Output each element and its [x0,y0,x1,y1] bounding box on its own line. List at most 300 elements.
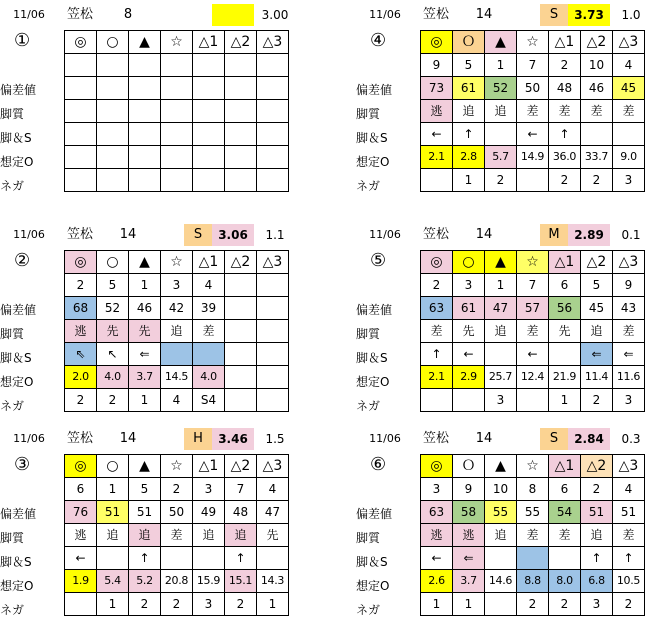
move-cell [225,343,257,366]
odds-cell: 33.7 [581,146,613,169]
score-cell: 46 [129,297,161,320]
mark-cell: ☆ [517,251,549,274]
mark-cell: △2 [225,31,257,54]
score-cell [257,77,289,100]
mark-cell: ☆ [517,455,549,478]
nega-cell: 1 [129,389,161,412]
move-cell: ↑ [453,123,485,146]
number-cell [225,274,257,297]
race-date: 11/06 [13,228,45,241]
odds-cell [225,366,257,389]
move-row [421,343,645,366]
odds-cell: 6.8 [581,570,613,593]
race-ratio: 0.1 [621,228,641,242]
move-cell: ↑ [549,123,581,146]
race-number: ② [14,250,31,271]
mark-cell: ◎ [421,455,453,478]
move-cell: ⇐ [581,343,613,366]
score-row [421,297,645,320]
row-label: 脚＆S [356,555,388,569]
move-cell [257,547,289,570]
race-number: ① [14,30,31,51]
odds-cell [257,366,289,389]
panel-header [4,428,296,450]
style-cell: 逃 [421,524,453,547]
style-cell: 差 [517,524,549,547]
number-cell: 6 [549,478,581,501]
score-cell [161,77,193,100]
runner-count: 14 [475,227,493,242]
mark-cell: △1 [193,455,225,478]
move-row [65,547,289,570]
style-cell: 逃 [65,320,97,343]
odds-cell: 5.7 [485,146,517,169]
style-cell: 差 [581,100,613,123]
style-cell: 差 [517,100,549,123]
mark-cell: ○ [453,251,485,274]
number-cell: 2 [421,274,453,297]
style-cell: 先 [453,320,485,343]
odds-row [65,570,289,593]
row-label: 脚質 [0,107,25,121]
score-cell: 63 [421,297,453,320]
prediction-grid [420,30,645,192]
move-cell: ↑ [421,343,453,366]
row-labels [0,502,60,622]
race-index-value [212,4,254,26]
style-row [65,320,289,343]
score-cell [65,77,97,100]
style-cell: 追 [485,524,517,547]
odds-cell [193,146,225,169]
odds-cell: 8.0 [549,570,581,593]
race-ratio: 1.5 [265,432,285,446]
style-cell: 差 [613,524,645,547]
row-label: 脚＆S [0,131,32,145]
prediction-grid [64,454,289,616]
race-panel [356,4,652,204]
number-cell: 3 [453,274,485,297]
race-index-value: 2.84 [568,428,610,450]
mark-cell: △2 [581,455,613,478]
style-cell: 追 [485,320,517,343]
nega-cell [65,593,97,616]
nega-cell: 2 [581,169,613,192]
score-row [421,501,645,524]
odds-cell: 15.9 [193,570,225,593]
move-cell: ← [421,123,453,146]
marks-row [421,251,645,274]
race-ratio: 1.0 [621,8,641,22]
row-label: 偏差値 [0,507,37,521]
score-cell: 55 [517,501,549,524]
odds-cell: 4.0 [193,366,225,389]
race-panel [0,224,296,424]
mark-cell: △2 [581,31,613,54]
nega-row [421,593,645,616]
odds-row [421,146,645,169]
prediction-grid [64,250,289,412]
row-label: ネガ [356,399,381,413]
move-cell [65,123,97,146]
move-cell [97,547,129,570]
mark-cell: △1 [549,31,581,54]
track-name: 笠松 [66,227,93,242]
number-cell [65,54,97,77]
move-cell: ⇐ [129,343,161,366]
score-cell: 48 [225,501,257,524]
score-cell: 54 [549,501,581,524]
race-ratio: 3.00 [261,8,289,22]
track-name: 笠松 [422,7,449,22]
number-cell: 10 [485,478,517,501]
score-row [65,501,289,524]
nega-cell: 2 [549,593,581,616]
odds-cell: 20.8 [161,570,193,593]
mark-cell: △1 [193,31,225,54]
nega-cell [225,169,257,192]
number-cell: 7 [517,54,549,77]
number-cell: 10 [581,54,613,77]
number-cell: 2 [581,478,613,501]
style-cell: 先 [97,320,129,343]
mark-cell: ☆ [161,455,193,478]
style-cell: 追 [225,524,257,547]
row-labels [356,502,416,622]
panel-header [4,224,296,246]
style-cell: 差 [549,100,581,123]
number-cell [257,274,289,297]
marks-row [421,31,645,54]
style-cell: 追 [485,100,517,123]
score-cell [129,77,161,100]
score-cell [193,77,225,100]
odds-cell: 3.7 [453,570,485,593]
odds-cell: 10.5 [613,570,645,593]
odds-row [421,366,645,389]
row-label: 偏差値 [356,83,393,97]
move-cell: ⇐ [613,343,645,366]
move-cell: ↑ [581,547,613,570]
move-cell [161,547,193,570]
move-cell [613,123,645,146]
race-panel [0,428,296,628]
nega-cell [257,169,289,192]
move-cell [549,343,581,366]
score-row [421,77,645,100]
nega-row [65,169,289,192]
mark-cell: △3 [257,251,289,274]
score-cell: 56 [549,297,581,320]
mark-cell: ☆ [161,251,193,274]
mark-cell: ☆ [517,31,549,54]
marks-row [65,251,289,274]
style-cell: 追 [129,524,161,547]
move-cell: ↖ [97,343,129,366]
race-ratio: 1.1 [265,228,285,242]
race-date: 11/06 [13,8,45,21]
number-cell: 5 [129,478,161,501]
row-label: 想定O [0,155,34,169]
prediction-grid [420,250,645,412]
nega-cell: 1 [453,593,485,616]
score-cell: 51 [129,501,161,524]
row-label: 脚＆S [356,351,388,365]
odds-cell: 9.0 [613,146,645,169]
runner-count: 8 [123,7,133,22]
number-cell [257,54,289,77]
odds-cell: 5.4 [97,570,129,593]
mark-cell: ○ [97,251,129,274]
nega-cell [97,169,129,192]
style-cell [161,100,193,123]
nega-cell: 4 [161,389,193,412]
move-cell [549,547,581,570]
row-label: ネガ [0,603,25,617]
score-cell: 73 [421,77,453,100]
number-cell: 1 [485,54,517,77]
mark-cell: ▲ [129,31,161,54]
style-row [65,524,289,547]
number-row [421,274,645,297]
mark-cell: △1 [549,251,581,274]
nega-cell: 3 [613,389,645,412]
move-row [421,547,645,570]
row-label: 想定O [356,579,390,593]
score-cell: 48 [549,77,581,100]
mark-cell: △1 [193,251,225,274]
score-cell: 49 [193,501,225,524]
row-label: 想定O [356,155,390,169]
odds-cell: 21.9 [549,366,581,389]
number-cell: 7 [517,274,549,297]
number-cell: 6 [65,478,97,501]
move-cell [129,123,161,146]
number-cell: 4 [257,478,289,501]
move-cell: ← [421,547,453,570]
score-cell: 52 [97,297,129,320]
row-labels [0,298,60,418]
nega-cell: 2 [581,389,613,412]
mark-cell: ▲ [485,455,517,478]
style-cell [65,100,97,123]
move-cell [193,547,225,570]
style-cell: 追 [581,524,613,547]
track-name: 笠松 [66,431,93,446]
mark-cell: △3 [257,31,289,54]
style-cell: 逃 [65,524,97,547]
number-cell: 2 [549,54,581,77]
nega-cell [161,169,193,192]
score-cell: 52 [485,77,517,100]
mark-cell: Ｏ [453,455,485,478]
score-cell: 61 [453,77,485,100]
move-cell [161,343,193,366]
number-cell: 5 [453,54,485,77]
row-label: ネガ [356,179,381,193]
score-cell: 43 [613,297,645,320]
style-row [65,100,289,123]
score-cell: 45 [581,297,613,320]
odds-cell [129,146,161,169]
nega-cell: 2 [485,169,517,192]
marks-row [65,31,289,54]
score-cell: 39 [193,297,225,320]
score-cell: 57 [517,297,549,320]
odds-cell: 14.5 [161,366,193,389]
nega-cell [193,169,225,192]
move-cell [257,343,289,366]
score-cell: 51 [581,501,613,524]
odds-row [65,366,289,389]
move-cell: ⇖ [65,343,97,366]
style-cell: 追 [97,524,129,547]
race-panel [0,4,296,204]
nega-cell [517,389,549,412]
row-labels [0,78,60,198]
style-row [421,100,645,123]
odds-cell: 2.0 [65,366,97,389]
score-cell [225,77,257,100]
score-cell: 50 [161,501,193,524]
number-cell: 4 [613,54,645,77]
odds-row [421,570,645,593]
score-row [65,297,289,320]
move-row [65,343,289,366]
move-cell: ↑ [225,547,257,570]
style-cell: 差 [421,320,453,343]
nega-cell [257,389,289,412]
track-name: 笠松 [422,431,449,446]
style-cell: 差 [549,524,581,547]
race-code-badge: S [540,4,568,26]
mark-cell: Ｏ [453,31,485,54]
track-name: 笠松 [422,227,449,242]
move-cell [161,123,193,146]
race-date: 11/06 [13,432,45,445]
mark-cell: ◎ [65,251,97,274]
style-cell [193,100,225,123]
style-cell: 差 [517,320,549,343]
race-number: ⑤ [370,250,387,271]
nega-cell [517,169,549,192]
race-index-value: 3.06 [212,224,254,246]
move-cell [225,123,257,146]
style-cell [129,100,161,123]
move-row [65,123,289,146]
odds-cell: 2.6 [421,570,453,593]
style-cell: 差 [613,100,645,123]
score-cell: 63 [421,501,453,524]
nega-cell: S4 [193,389,225,412]
number-cell: 1 [129,274,161,297]
move-cell: ← [517,343,549,366]
race-index-value: 3.73 [568,4,610,26]
odds-cell: 8.8 [517,570,549,593]
prediction-grid [64,30,289,192]
mark-cell: △3 [613,455,645,478]
score-cell: 68 [65,297,97,320]
nega-cell: 2 [225,593,257,616]
prediction-grid [420,454,645,616]
move-row [421,123,645,146]
move-cell: ⇐ [453,547,485,570]
nega-cell: 1 [549,389,581,412]
row-label: 想定O [356,375,390,389]
number-cell [193,54,225,77]
score-cell: 45 [613,77,645,100]
score-cell: 47 [257,501,289,524]
marks-row [421,455,645,478]
nega-cell: 1 [421,593,453,616]
score-cell: 46 [581,77,613,100]
number-cell: 5 [97,274,129,297]
style-cell: 先 [257,524,289,547]
mark-cell: ◎ [421,251,453,274]
mark-cell: ○ [97,31,129,54]
race-code-badge: H [184,428,212,450]
move-cell [485,547,517,570]
number-cell: 6 [549,274,581,297]
move-cell [517,547,549,570]
number-cell [161,54,193,77]
row-label: ネガ [356,603,381,617]
row-label: 脚＆S [356,131,388,145]
score-cell: 42 [161,297,193,320]
race-date: 11/06 [369,8,401,21]
race-index-value: 3.46 [212,428,254,450]
race-ratio: 0.3 [621,432,641,446]
number-cell: 3 [421,478,453,501]
number-cell: 8 [517,478,549,501]
number-cell [225,54,257,77]
panel-header [4,4,296,26]
row-label: 想定O [0,579,34,593]
row-label: 脚＆S [0,351,32,365]
style-cell [225,100,257,123]
number-cell: 1 [485,274,517,297]
number-cell [97,54,129,77]
number-cell: 4 [613,478,645,501]
odds-cell: 5.2 [129,570,161,593]
nega-cell: 3 [193,593,225,616]
number-cell: 2 [161,478,193,501]
panel-header [360,428,652,450]
style-cell: 追 [193,524,225,547]
panel-header [360,224,652,246]
nega-row [421,389,645,412]
nega-cell [485,593,517,616]
move-cell: ← [65,547,97,570]
nega-cell: 2 [517,593,549,616]
mark-cell: ◎ [65,31,97,54]
mark-cell: △3 [613,31,645,54]
number-row [421,478,645,501]
race-date: 11/06 [369,228,401,241]
nega-cell: 2 [613,593,645,616]
race-panel [356,428,652,628]
move-cell [257,123,289,146]
nega-cell: 2 [549,169,581,192]
mark-cell: △2 [225,251,257,274]
nega-cell [421,169,453,192]
track-name: 笠松 [66,7,93,22]
score-cell [225,297,257,320]
odds-cell [161,146,193,169]
nega-cell: 3 [485,389,517,412]
odds-cell: 36.0 [549,146,581,169]
row-label: 脚質 [0,531,25,545]
